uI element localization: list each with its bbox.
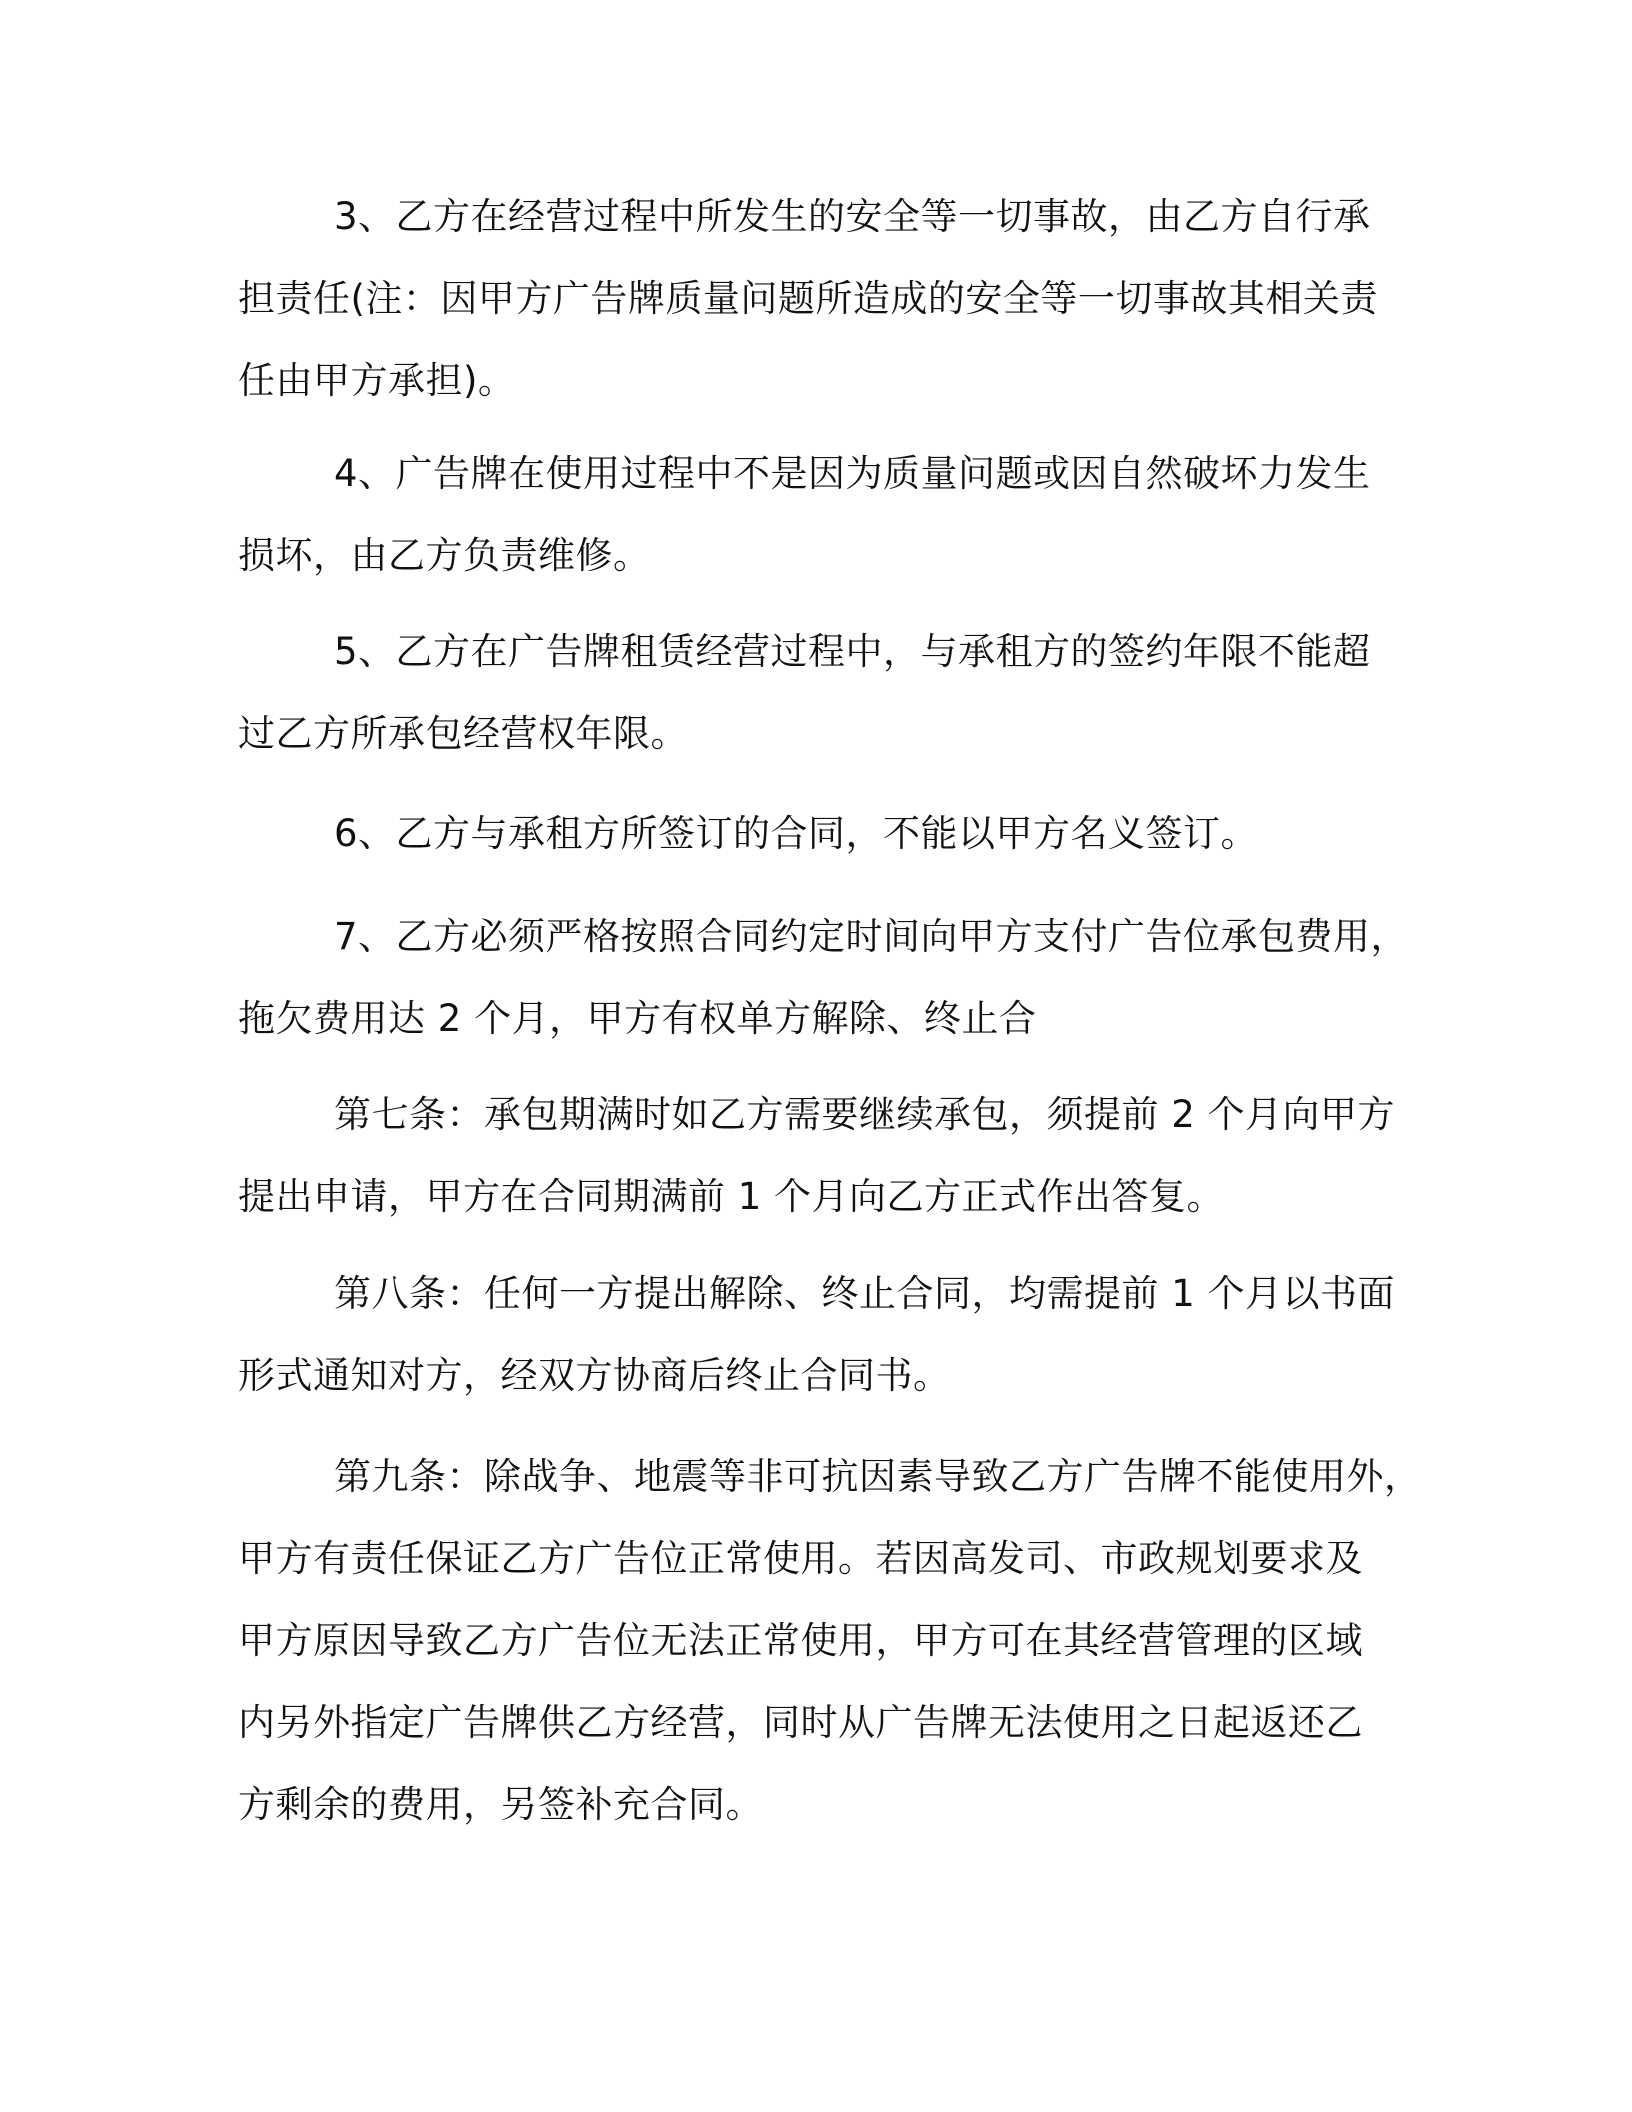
paragraph-line: 4、广告牌在使用过程中不是因为质量问题或因自然破坏力发生	[334, 452, 1371, 495]
paragraph-line: 第七条：承包期满时如乙方需要继续承包，须提前 2 个月向甲方	[334, 1093, 1396, 1136]
paragraph-clause-3	[238, 176, 1418, 422]
paragraph-line: 任由甲方承担)。	[238, 359, 516, 402]
paragraph-line: 7、乙方必须严格按照合同约定时间向甲方支付广告位承包费用，	[334, 915, 1409, 958]
paragraph-line: 过乙方所承包经营权年限。	[238, 712, 688, 755]
paragraph-line: 6、乙方与承租方所签订的合同，不能以甲方名义签订。	[334, 812, 1259, 855]
paragraph-clause-5	[238, 611, 1418, 775]
paragraph-article-9	[238, 1436, 1422, 1846]
paragraph-line: 内另外指定广告牌供乙方经营，同时从广告牌无法使用之日起返还乙	[238, 1701, 1363, 1744]
paragraph-line: 形式通知对方，经双方协商后终止合同书。	[238, 1354, 951, 1397]
paragraph-line: 方剩余的费用，另签补充合同。	[238, 1783, 763, 1826]
paragraph-line: 损坏，由乙方负责维修。	[238, 534, 651, 577]
paragraph-line: 第八条：任何一方提出解除、终止合同，均需提前 1 个月以书面	[334, 1272, 1396, 1315]
paragraph-line: 3、乙方在经营过程中所发生的安全等一切事故，由乙方自行承	[334, 195, 1371, 238]
paragraph-article-8	[238, 1253, 1418, 1417]
paragraph-line: 担责任(注：因甲方广告牌质量问题所造成的安全等一切事故其相关责	[238, 277, 1378, 320]
paragraph-line: 拖欠费用达 2 个月，甲方有权单方解除、终止合	[238, 997, 1037, 1040]
paragraph-line: 5、乙方在广告牌租赁经营过程中，与承租方的签约年限不能超	[334, 630, 1371, 673]
paragraph-line: 提出申请，甲方在合同期满前 1 个月向乙方正式作出答复。	[238, 1175, 1225, 1218]
paragraph-article-7	[238, 1074, 1418, 1238]
paragraph-line: 甲方原因导致乙方广告位无法正常使用，甲方可在其经营管理的区域	[238, 1619, 1363, 1662]
paragraph-clause-4	[238, 433, 1418, 597]
paragraph-clause-6	[238, 793, 1418, 875]
paragraph-line: 第九条：除战争、地震等非可抗因素导致乙方广告牌不能使用外，	[334, 1455, 1422, 1498]
paragraph-clause-7	[238, 896, 1418, 1060]
paragraph-line: 甲方有责任保证乙方广告位正常使用。若因高发司、市政规划要求及	[238, 1537, 1363, 1580]
